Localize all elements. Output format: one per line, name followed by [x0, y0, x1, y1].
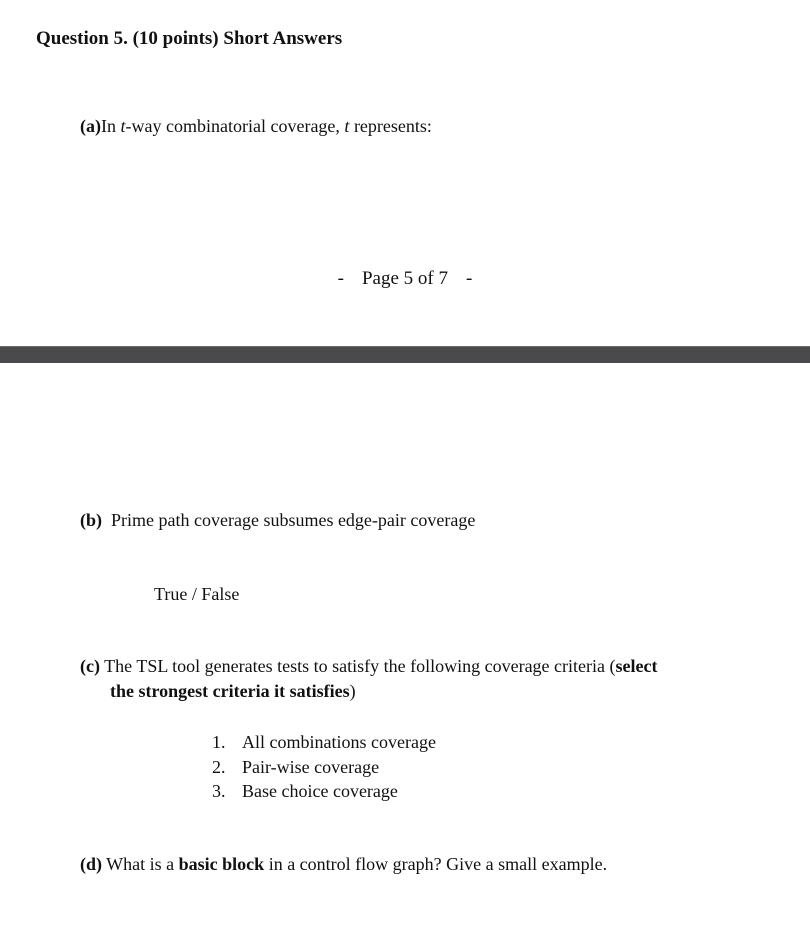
- option-number: 1.: [212, 732, 226, 752]
- part-c-text-bold: select: [615, 656, 658, 676]
- part-b-text: Prime path coverage subsumes edge-pair coverage: [111, 510, 476, 530]
- part-a-text-middle: -way combinatorial coverage,: [125, 116, 345, 136]
- list-item: [212, 755, 436, 780]
- part-a-t-variable-2: t: [344, 116, 350, 136]
- question-part-c-line-1: [80, 656, 657, 677]
- part-d-label: (d): [80, 854, 102, 874]
- footer-dash-right: -: [466, 268, 473, 289]
- option-text: Pair-wise coverage: [242, 756, 380, 777]
- question-part-a: [80, 116, 432, 137]
- part-d-text-bold: basic block: [178, 854, 265, 874]
- part-a-t-variable: t: [120, 116, 126, 136]
- coverage-options-list: [212, 730, 436, 804]
- option-number: 2.: [212, 756, 226, 777]
- question-part-d: [80, 854, 607, 875]
- part-a-text-before: In: [101, 116, 121, 136]
- question-title: Question 5. (10 points) Short Answers: [36, 28, 343, 49]
- option-text: Base choice coverage: [242, 781, 398, 801]
- page-footer: [0, 268, 810, 290]
- part-b-label: (b): [80, 510, 102, 530]
- part-d-text-after: in a control flow graph? Give a small example.: [264, 854, 608, 874]
- true-false-choice: True / False: [154, 584, 240, 604]
- part-c-text-plain: The TSL tool generates tests to satisfy the following coverage criteria (: [99, 656, 616, 676]
- part-c-text-plain-2: ): [349, 681, 356, 701]
- part-c-label: (c): [80, 656, 100, 676]
- page-separator: [0, 346, 810, 363]
- part-d-text-before: What is a: [102, 854, 179, 874]
- list-item: [212, 779, 436, 804]
- page-number-text: Page 5 of 7: [361, 268, 448, 289]
- question-part-b: [80, 510, 475, 531]
- part-c-text-bold-2: the strongest criteria it satisfies: [110, 681, 350, 701]
- option-number: 3.: [212, 781, 226, 801]
- footer-dash-left: -: [337, 268, 344, 289]
- option-text: All combinations coverage: [242, 732, 436, 752]
- part-a-text-after: represents:: [349, 116, 432, 136]
- question-part-c-line-2: [110, 681, 356, 702]
- list-item: [212, 730, 436, 755]
- part-a-label: (a): [80, 116, 101, 136]
